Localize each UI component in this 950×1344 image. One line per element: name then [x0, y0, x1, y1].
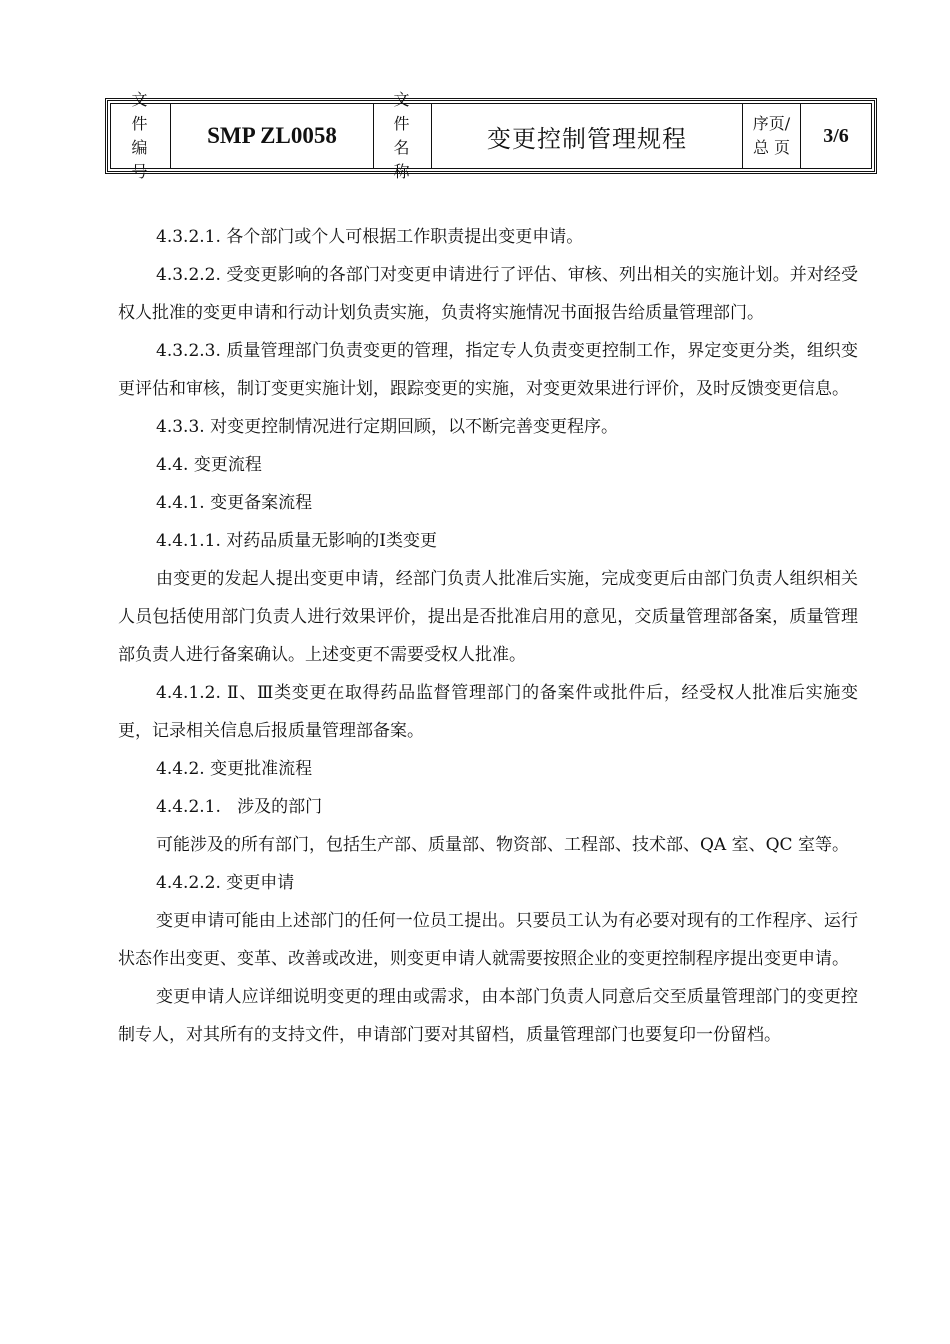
page-label-line2: 总 页 — [752, 138, 791, 157]
paragraph-4-3-2-3: 4.3.2.3. 质量管理部门负责变更的管理，指定专人负责变更控制工作，界定变更分类，组织变更评估和审核，制订变更实施计划，跟踪变更的实施，对变更效果进行评价，及时反馈变更信息。 — [118, 341, 858, 399]
doc-number-label-cell — [111, 90, 171, 181]
document-body — [118, 218, 858, 1054]
doc-number-label-line2: 编 号 — [131, 138, 154, 181]
doc-name-label-line2: 名 称 — [393, 138, 416, 181]
heading-4-4-1: 4.4.1. 变更备案流程 — [156, 493, 313, 513]
heading-4-4-2: 4.4.2. 变更批准流程 — [156, 759, 313, 779]
doc-code-cell — [171, 104, 374, 168]
paragraph-departments: 可能涉及的所有部门，包括生产部、质量部、物资部、工程部、技术部、QA 室、QC 室等。 — [156, 835, 849, 855]
page-number: 3/6 — [823, 124, 849, 147]
heading-4-4-2-2: 4.4.2.2. 变更申请 — [156, 873, 295, 893]
doc-name-label-line1: 文 件 — [393, 90, 416, 133]
heading-4-4-2-1: 4.4.2.1. 涉及的部门 — [156, 797, 323, 817]
paragraph-class-1-change: 由变更的发起人提出变更申请，经部门负责人批准后实施，完成变更后由部门负责人组织相关人员包括使用部门负责人进行效果评价，提出是否批准启用的意见，交质量管理部备案，质量管理部负责人进行备案确认。上述变更不需要受权人批准。 — [118, 569, 858, 665]
document-header — [105, 90, 877, 181]
doc-title: 变更控制管理规程 — [487, 124, 687, 153]
paragraph-4-3-3: 4.3.3. 对变更控制情况进行定期回顾，以不断完善变更程序。 — [156, 417, 619, 437]
paragraph-4-3-2-2: 4.3.2.2. 受变更影响的各部门对变更申请进行了评估、审核、列出相关的实施计划。并对经受权人批准的变更申请和行动计划负责实施，负责将实施情况书面报告给质量管理部门。 — [118, 265, 858, 323]
heading-4-4: 4.4. 变更流程 — [156, 455, 262, 475]
header-table — [110, 90, 872, 181]
paragraph-request-details: 变更申请人应详细说明变更的理由或需求，由本部门负责人同意后交至质量管理部门的变更控制专人，对其所有的支持文件，申请部门要对其留档，质量管理部门也要复印一份留档。 — [118, 987, 858, 1045]
page-number-cell — [801, 104, 871, 168]
doc-number-label-line1: 文 件 — [131, 90, 154, 133]
page-label-line1: 序页/ — [752, 114, 791, 133]
page-label-cell — [743, 104, 801, 168]
doc-code: SMP ZL0058 — [207, 123, 337, 148]
paragraph-4-4-1-2: 4.4.1.2. Ⅱ、Ⅲ类变更在取得药品监督管理部门的备案件或批件后，经受权人批准后实施变更，记录相关信息后报质量管理部备案。 — [118, 683, 858, 741]
doc-title-cell — [432, 104, 743, 168]
heading-4-4-1-1: 4.4.1.1. 对药品质量无影响的Ⅰ类变更 — [156, 531, 437, 551]
paragraph-change-request: 变更申请可能由上述部门的任何一位员工提出。只要员工认为有必要对现有的工作程序、运行状态作出变更、变革、改善或改进，则变更申请人就需要按照企业的变更控制程序提出变更申请。 — [118, 911, 858, 969]
paragraph-4-3-2-1: 4.3.2.1. 各个部门或个人可根据工作职责提出变更申请。 — [156, 227, 584, 247]
doc-name-label-cell — [374, 90, 432, 181]
